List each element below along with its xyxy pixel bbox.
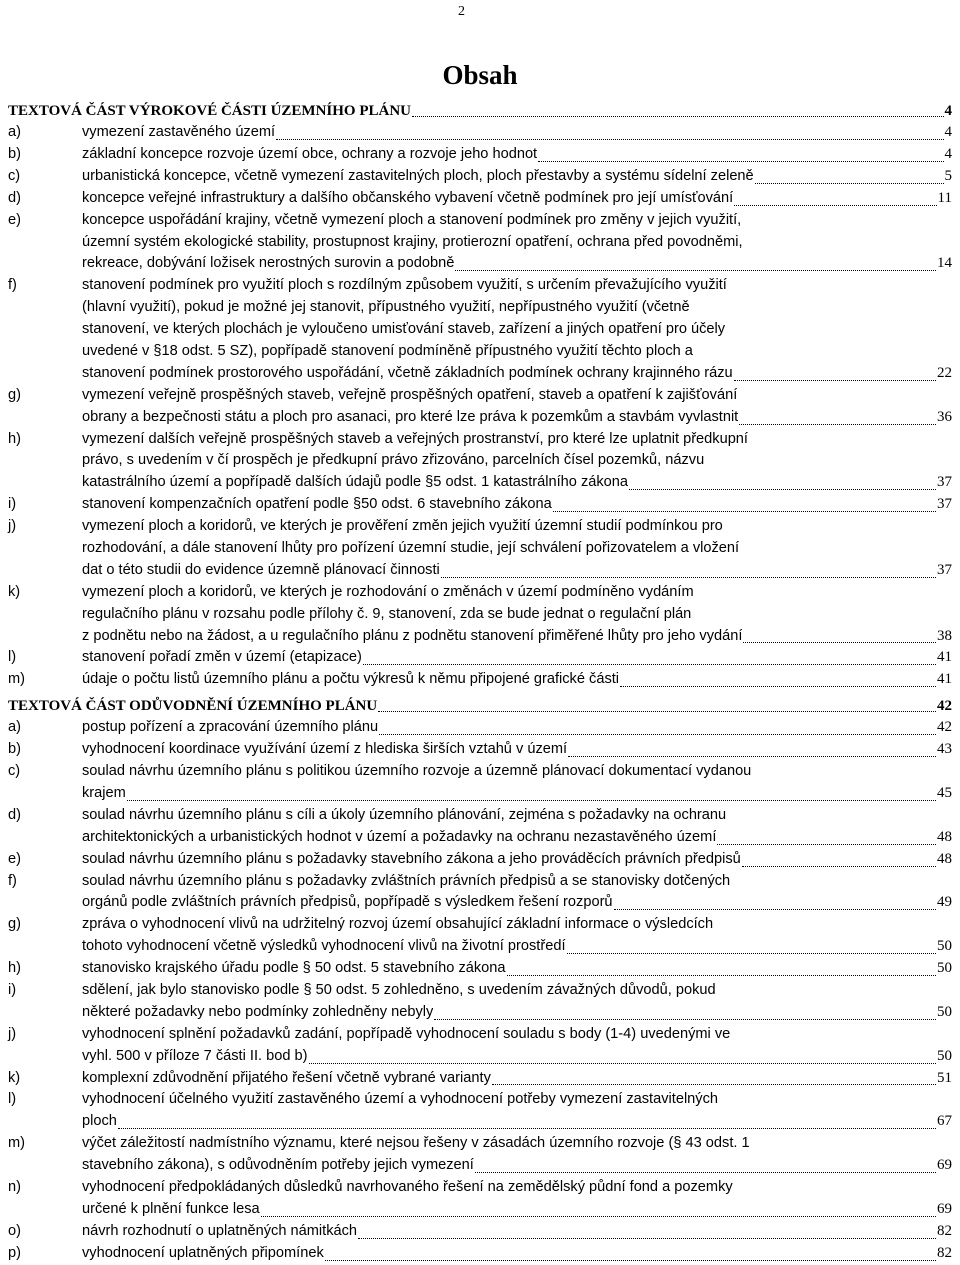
toc-entry[interactable] <box>8 385 952 429</box>
dot-leader <box>475 1172 936 1173</box>
toc-entry[interactable] <box>8 1068 952 1090</box>
entry-page-number: 37 <box>937 474 952 491</box>
dot-leader <box>734 380 936 381</box>
entry-text: stanovení podmínek prostorového uspořádání, včetně základních podmínek ochrany krajinného rázu <box>82 364 733 381</box>
entry-body <box>82 647 952 669</box>
entry-text-line <box>82 1155 952 1177</box>
dot-leader <box>620 686 936 687</box>
entry-page-number: 50 <box>937 1003 952 1020</box>
dot-leader <box>412 116 944 117</box>
entry-body <box>82 582 952 648</box>
entry-letter: n) <box>8 1179 21 1196</box>
entry-letter: h) <box>8 960 21 977</box>
entry-page-number: 4 <box>944 145 952 162</box>
entry-body <box>82 275 952 384</box>
entry-letter: g) <box>8 916 21 933</box>
entry-letter: e) <box>8 850 21 867</box>
entry-letter: j) <box>8 1025 17 1042</box>
entry-text: stanovení kompenzačních opatření podle §50 odst. 6 stavebního zákona <box>82 496 552 513</box>
entry-body <box>82 805 952 849</box>
entry-text: rozhodování, a dále stanovení lhůty pro pořízení územní studie, její schválení pořizovatelem a vložení <box>82 540 740 556</box>
dot-leader <box>717 844 936 845</box>
entry-body <box>82 958 952 980</box>
entry-text: sdělení, jak bylo stanovisko podle § 50 odst. 5 zohledněno, s uvedením závažných důvodů, pokud <box>82 982 716 999</box>
dot-leader <box>325 1260 936 1261</box>
dot-leader <box>734 205 936 206</box>
entry-body <box>82 144 952 166</box>
entry-text: rekreace, dobývání ložisek nerostných surovin a podobně <box>82 255 455 272</box>
dot-leader <box>127 800 936 801</box>
entry-text: stanovení pořadí změn v území (etapizace) <box>82 649 362 666</box>
entry-letter: m) <box>8 671 26 688</box>
entry-text-line <box>82 560 952 582</box>
entry-text: územní systém ekologické stability, prostupnost krajiny, protierozní opatření, ochrana před povodněmi, <box>82 233 743 250</box>
entry-text: (hlavní využití), pokud je možné jej stanovit, přípustného využití, nepřípustného využití (včetně <box>82 299 690 316</box>
dot-leader <box>441 577 936 578</box>
entry-page-number: 41 <box>937 649 952 666</box>
entry-text: katastrálního území a popřípadě dalších údajů podle §5 odst. 1 katastrálního zákona <box>82 474 629 491</box>
entry-page-number: 50 <box>937 960 952 977</box>
entry-body <box>82 1089 952 1133</box>
dot-leader <box>455 270 936 271</box>
entry-text: stanovení, ve kterých plochách je vyloučeno umisťování staveb, zařízení a jiných opatření pro účely <box>82 321 726 338</box>
entry-text-line <box>82 1002 952 1024</box>
dot-leader <box>358 1238 936 1239</box>
dot-leader <box>568 756 936 757</box>
entry-text: koncepce veřejné infrastruktury a dalšího občanského vybavení včetně podmínek pro její umísťování <box>82 189 734 206</box>
toc-entry[interactable] <box>8 1243 952 1265</box>
toc-entry[interactable] <box>8 275 952 384</box>
section-heading-text: TEXTOVÁ ČÁST VÝROKOVÉ ČÁSTI ÚZEMNÍHO PLÁNU <box>8 103 411 119</box>
entry-text-line <box>82 1111 952 1133</box>
entry-page-number: 22 <box>937 364 952 381</box>
entry-text-line <box>82 805 952 827</box>
entry-text-line <box>82 827 952 849</box>
entry-text-line <box>82 472 952 494</box>
entry-letter: h) <box>8 430 21 447</box>
entry-text: uvedené v §18 odst. 5 SZ), popřípadě stanovení podmíněně přípustného využití těchto ploch a <box>82 342 693 359</box>
entry-text: soulad návrhu územního plánu s cíli a úkoly územního plánování, zejména s požadavky na ochranu <box>82 806 727 823</box>
entry-text: architektonických a urbanistických hodnot v území a požadavky na ochranu nezastavěného území <box>82 828 717 845</box>
entry-text: soulad návrhu územního plánu s požadavky zvláštních právních předpisů a se stanovisky dotčených <box>82 872 731 889</box>
toc-entry[interactable] <box>8 849 952 871</box>
section-heading-text: TEXTOVÁ ČÁST ODŮVODNĚNÍ ÚZEMNÍHO PLÁNU <box>8 698 378 715</box>
entry-letter: k) <box>8 1069 21 1086</box>
entry-text: vymezení ploch a koridorů, ve kterých je prověření změn jejich využití územní studií podmínkou pro <box>82 518 723 535</box>
entry-body <box>82 1177 952 1221</box>
entry-page-number: 69 <box>937 1157 952 1174</box>
dot-leader <box>755 183 944 184</box>
entry-text-line <box>82 1089 952 1111</box>
entry-text-line <box>82 739 952 761</box>
entry-text-line <box>82 647 952 669</box>
entry-text: právo, s uvedením v čí prospěch je předkupní právo zřizováno, parcelních čísel pozemků, názvu <box>82 452 705 469</box>
section-page-number: 42 <box>937 698 952 715</box>
entry-text: regulačního plánu v rozsahu podle přílohy č. 9, stanovení, zda se bude jednat o regulační plán <box>82 605 692 622</box>
entry-text: vyhodnocení splnění požadavků zadání, popřípadě vyhodnocení souladu s body (1-4) uvedenými ve <box>82 1025 731 1042</box>
entry-letter: b) <box>8 145 21 162</box>
entry-text-line <box>82 188 952 210</box>
entry-letter: c) <box>8 763 21 780</box>
entry-text: vymezení veřejně prospěšných staveb, veřejně prospěšných opatření, staveb a opatření k zajišťování <box>82 386 738 403</box>
entry-text-line <box>82 1177 952 1199</box>
entry-text-line <box>82 717 952 739</box>
entry-text: komplexní zdůvodnění přijatého řešení včetně vybrané varianty <box>82 1069 491 1086</box>
entry-text-line <box>82 1243 952 1265</box>
entry-page-number: 48 <box>937 850 952 867</box>
entry-page-number: 37 <box>937 561 952 578</box>
entry-text: postup pořízení a zpracování územního plánu <box>82 719 379 736</box>
dot-leader <box>567 953 936 954</box>
entry-body <box>82 122 952 144</box>
toc-entry[interactable] <box>8 188 952 210</box>
entry-page-number: 69 <box>937 1200 952 1217</box>
entry-page-number: 14 <box>937 255 952 272</box>
toc-entry[interactable] <box>8 166 952 188</box>
entry-body <box>82 914 952 958</box>
entry-page-number: 82 <box>937 1244 952 1261</box>
dot-leader <box>309 1063 936 1064</box>
entry-text-line <box>82 363 952 385</box>
table-of-contents <box>8 100 952 1265</box>
entry-text: tohoto vyhodnocení včetně výsledků vyhodnocení vlivů na životní prostředí <box>82 938 566 955</box>
toc-entry[interactable] <box>8 1177 952 1221</box>
entry-text: stanovisko krajského úřadu podle § 50 odst. 5 stavebního zákona <box>82 960 506 977</box>
toc-entry[interactable] <box>8 582 952 648</box>
page-title: Obsah <box>442 60 518 90</box>
entry-text: výčet záležitostí nadmístního významu, které nejsou řešeny v zásadách územního rozvoje (§ 43 odst. 1 <box>82 1135 750 1152</box>
entry-text-line <box>82 892 952 914</box>
entry-body <box>82 739 952 761</box>
entry-body <box>82 669 952 691</box>
toc-entry[interactable] <box>8 516 952 582</box>
entry-text-line <box>82 914 952 936</box>
entry-letter: g) <box>8 386 21 403</box>
entry-body <box>82 1243 952 1265</box>
entry-text: zpráva o vyhodnocení vlivů na udržitelný rozvoj území obsahující základní informace o výsledcích <box>82 916 714 933</box>
entry-text-line <box>82 144 952 166</box>
toc-entry[interactable] <box>8 761 952 805</box>
toc-entry[interactable] <box>8 122 952 144</box>
dot-leader <box>379 734 936 735</box>
dot-leader <box>553 511 936 512</box>
entry-letter: f) <box>8 872 17 889</box>
dot-leader <box>629 489 936 490</box>
dot-leader <box>118 1128 936 1129</box>
entry-text-line <box>82 871 952 893</box>
entry-text-line <box>82 783 952 805</box>
entry-text: vyhodnocení účelného využití zastavěného území a vyhodnocení potřeby vymezení zastavitelných <box>82 1091 719 1108</box>
dot-leader <box>378 711 936 712</box>
entry-text-line <box>82 297 952 319</box>
dot-leader <box>276 139 943 140</box>
entry-body <box>82 1133 952 1177</box>
toc-entry[interactable] <box>8 717 952 739</box>
toc-entry[interactable] <box>8 647 952 669</box>
entry-body <box>82 980 952 1024</box>
entry-letter: m) <box>8 1135 26 1152</box>
entry-text: určené k plnění funkce lesa <box>82 1200 260 1217</box>
dot-leader <box>739 424 936 425</box>
toc-entry[interactable] <box>8 210 952 276</box>
entry-text: orgánů podle zvláštních právních předpisů, popřípadě s výsledkem řešení rozporů <box>82 894 613 911</box>
entry-page-number: 67 <box>937 1113 952 1130</box>
entry-text-line <box>82 275 952 297</box>
toc-entry[interactable] <box>8 958 952 980</box>
entry-text: některé požadavky nebo podmínky zohledněny nebyly <box>82 1003 434 1020</box>
entry-text: vyhl. 500 v příloze 7 části II. bod b) <box>82 1047 308 1064</box>
entry-letter: c) <box>8 167 21 184</box>
dot-leader <box>742 866 936 867</box>
section-page-number: 4 <box>944 103 952 119</box>
entry-letter: o) <box>8 1222 21 1239</box>
entry-text-line <box>82 253 952 275</box>
entry-text-line <box>82 516 952 538</box>
entry-text-line <box>82 538 952 560</box>
entry-text: vyhodnocení koordinace využívání území z hlediska širších vztahů v území <box>82 741 568 758</box>
entry-letter: f) <box>8 277 17 294</box>
dot-leader <box>363 664 936 665</box>
toc-entry[interactable] <box>8 1221 952 1243</box>
toc-entry[interactable] <box>8 429 952 495</box>
toc-entry[interactable] <box>8 144 952 166</box>
entry-text: návrh rozhodnutí o uplatněných námitkách <box>82 1222 358 1239</box>
entry-text-line <box>82 429 952 451</box>
entry-page-number: 42 <box>937 719 952 736</box>
entry-text-line <box>82 1133 952 1155</box>
entry-text: krajem <box>82 784 126 801</box>
toc-entry[interactable] <box>8 739 952 761</box>
entry-text-line <box>82 1199 952 1221</box>
entry-text: vyhodnocení předpokládaných důsledků navrhovaného řešení na zemědělský půdní fond a pozemky <box>82 1179 733 1196</box>
toc-entry[interactable] <box>8 980 952 1024</box>
entry-text: vyhodnocení uplatněných připomínek <box>82 1244 324 1261</box>
entry-text: stanovení podmínek pro využití ploch s rozdílným způsobem využití, s určením převažujícího využití <box>82 277 727 294</box>
entry-text-line <box>82 936 952 958</box>
toc-section-heading[interactable] <box>8 695 952 717</box>
entry-page-number: 48 <box>937 828 952 845</box>
dot-leader <box>507 975 937 976</box>
entry-text-line <box>82 669 952 691</box>
entry-text-line <box>82 1068 952 1090</box>
entry-text-line <box>82 166 952 188</box>
entry-text-line <box>82 341 952 363</box>
entry-letter: b) <box>8 741 21 758</box>
entry-page-number: 45 <box>937 784 952 801</box>
entry-text-line <box>82 494 952 516</box>
entry-text-line <box>82 407 952 429</box>
entry-text: vymezení dalších veřejně prospěšných staveb a veřejných prostranství, pro které lze uplatnit předkupní <box>82 430 748 447</box>
entry-body <box>82 494 952 516</box>
entry-text-line <box>82 626 952 648</box>
dot-leader <box>614 909 936 910</box>
entry-body <box>82 849 952 871</box>
toc-entry[interactable] <box>8 669 952 691</box>
entry-body <box>82 871 952 915</box>
toc-entry[interactable] <box>8 914 952 958</box>
toc-entry[interactable] <box>8 1024 952 1068</box>
entry-page-number: 51 <box>937 1069 952 1086</box>
entry-body <box>82 761 952 805</box>
entry-letter: p) <box>8 1244 21 1261</box>
entry-text-line <box>82 385 952 407</box>
entry-text-line <box>82 319 952 341</box>
dot-leader <box>434 1019 936 1020</box>
entry-letter: a) <box>8 124 21 140</box>
entry-page-number: 41 <box>937 671 952 688</box>
entry-text: ploch <box>82 1113 117 1130</box>
entry-text: soulad návrhu územního plánu s požadavky stavebního zákona a jeho prováděcích právních předpisů <box>82 850 741 867</box>
entry-body <box>82 1068 952 1090</box>
entry-text-line <box>82 604 952 626</box>
entry-letter: i) <box>8 982 17 999</box>
entry-text: soulad návrhu územního plánu s politikou územního rozvoje a územně plánovací dokumentací vydanou <box>82 763 752 780</box>
entry-text-line <box>82 122 952 144</box>
page-number: 2 <box>458 4 465 19</box>
entry-letter: l) <box>8 1091 17 1108</box>
entry-letter: d) <box>8 189 21 206</box>
entry-body <box>82 717 952 739</box>
entry-text-line <box>82 980 952 1002</box>
entry-letter: a) <box>8 719 21 736</box>
toc-entry[interactable] <box>8 1089 952 1133</box>
entry-text: koncepce uspořádání krajiny, včetně vymezení ploch a stanovení podmínek pro změny v jejich využití, <box>82 211 742 228</box>
entry-text-line <box>82 1221 952 1243</box>
entry-text: obrany a bezpečnosti státu a ploch pro asanaci, pro které lze práva k pozemkům a stavbám vyvlastnit <box>82 408 739 425</box>
entry-text: údaje o počtu listů územního plánu a počtu výkresů k němu připojené grafické části <box>82 671 620 688</box>
entry-text: vymezení zastavěného území <box>82 124 276 140</box>
entry-text-line <box>82 210 952 232</box>
dot-leader <box>743 642 936 643</box>
entry-page-number: 50 <box>937 1047 952 1064</box>
toc-section-heading[interactable] <box>8 100 952 122</box>
entry-body <box>82 210 952 276</box>
entry-page-number: 4 <box>944 124 952 140</box>
entry-page-number: 37 <box>937 496 952 513</box>
entry-body <box>82 429 952 495</box>
entry-text: základní koncepce rozvoje území obce, ochrany a rozvoje jeho hodnot <box>82 145 538 162</box>
toc-entry[interactable] <box>8 1133 952 1177</box>
dot-leader <box>261 1216 936 1217</box>
entry-text-line <box>82 450 952 472</box>
entry-text: dat o této studii do evidence územně plánovací činnosti <box>82 561 440 578</box>
entry-letter: i) <box>8 496 17 513</box>
entry-letter: k) <box>8 583 21 600</box>
dot-leader <box>538 161 943 162</box>
toc-entry[interactable] <box>8 805 952 849</box>
entry-body <box>82 516 952 582</box>
entry-body <box>82 385 952 429</box>
toc-entry[interactable] <box>8 494 952 516</box>
entry-letter: l) <box>8 649 17 666</box>
entry-letter: j) <box>8 518 17 535</box>
entry-page-number: 11 <box>937 189 952 206</box>
entry-text-line <box>82 849 952 871</box>
toc-entry[interactable] <box>8 871 952 915</box>
entry-text: stavebního zákona), s odůvodněním potřeby jejich vymezení <box>82 1157 474 1174</box>
entry-body <box>82 188 952 210</box>
entry-body <box>82 1024 952 1068</box>
entry-letter: e) <box>8 211 21 228</box>
entry-text-line <box>82 958 952 980</box>
entry-letter: d) <box>8 806 21 823</box>
entry-page-number: 36 <box>937 408 952 425</box>
entry-page-number: 82 <box>937 1222 952 1239</box>
entry-text: urbanistická koncepce, včetně vymezení zastavitelných ploch, ploch přestavby a systému sídelní zeleně <box>82 167 754 184</box>
entry-text-line <box>82 232 952 254</box>
entry-text-line <box>82 1046 952 1068</box>
entry-page-number: 5 <box>944 167 952 184</box>
entry-page-number: 43 <box>937 741 952 758</box>
entry-text-line <box>82 1024 952 1046</box>
entry-text: vymezení ploch a koridorů, ve kterých je rozhodování o změnách v území podmíněno vydáním <box>82 583 694 600</box>
entry-page-number: 49 <box>937 894 952 911</box>
entry-text-line <box>82 761 952 783</box>
entry-text-line <box>82 582 952 604</box>
entry-body <box>82 166 952 188</box>
entry-body <box>82 1221 952 1243</box>
entry-page-number: 38 <box>937 627 952 644</box>
entry-page-number: 50 <box>937 938 952 955</box>
entry-text: z podnětu nebo na žádost, a u regulačního plánu z podnětu stanovení přiměřené lhůty pro jeho vydání <box>82 627 743 644</box>
dot-leader <box>492 1084 936 1085</box>
